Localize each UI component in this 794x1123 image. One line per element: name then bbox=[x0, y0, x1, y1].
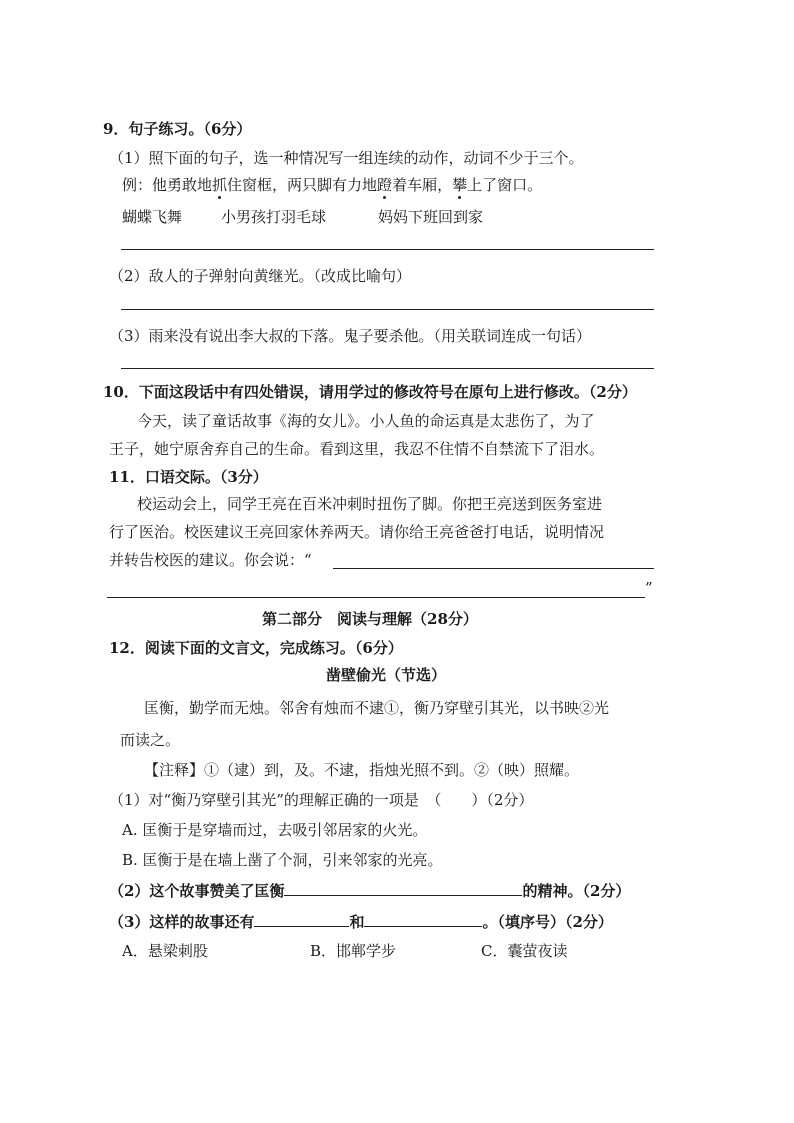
example-verb-2: 蹬 bbox=[377, 176, 393, 194]
q12-subq2-blank[interactable] bbox=[284, 881, 522, 896]
q12-passage-line-2: 而读之。 bbox=[120, 731, 181, 749]
q9-answer-line-2[interactable] bbox=[121, 309, 654, 310]
q12-choice-a[interactable]: A．悬梁刺股 bbox=[122, 942, 208, 960]
q9-choice-3: 妈妈下班回到家 bbox=[378, 208, 484, 226]
q12-subq3-blank-2[interactable] bbox=[364, 912, 482, 927]
q12-passage-line-1: 匡衡，勤学而无烛。邻舍有烛而不逮①，衡乃穿壁引其光，以书映②光 bbox=[144, 699, 610, 717]
q9-part1-prompt: （1）照下面的句子，选一种情况写一组连续的动作，动词不少于三个。 bbox=[109, 149, 584, 167]
q9-title: 9．句子练习。（6分） bbox=[103, 120, 252, 138]
q9-part3-prompt: （3）雨来没有说出李大叔的下落。鬼子要杀他。（用关联词连成一句话） bbox=[109, 327, 592, 345]
q12-option-a[interactable]: A. 匡衡于是穿墙而过，去吸引邻居家的火光。 bbox=[122, 821, 428, 839]
q11-close-quote: ” bbox=[645, 579, 653, 597]
q12-passage-title: 凿壁偷光（节选） bbox=[326, 666, 447, 684]
q12-subq3 bbox=[109, 911, 613, 933]
part2-heading: 第二部分 阅读与理解（28分） bbox=[262, 610, 478, 628]
q9-choice-2: 小男孩打羽毛球 bbox=[221, 208, 327, 226]
example-verb-1: 抓 bbox=[212, 176, 228, 194]
q12-subq3-blank-1[interactable] bbox=[254, 912, 349, 927]
q9-answer-line-1[interactable] bbox=[121, 249, 654, 250]
q10-passage-line-1: 今天，读了童话故事《海的女儿》。小人鱼的命运真是太悲伤了，为了 bbox=[137, 412, 595, 430]
q9-answer-line-3[interactable] bbox=[121, 368, 654, 369]
example-text-d: 上了窗口。 bbox=[467, 176, 543, 194]
q11-passage-line-1: 校运动会上，同学王亮在百米冲刺时扭伤了脚。你把王亮送到医务室进 bbox=[137, 495, 603, 513]
q12-annotation: 【注释】①（逮）到，及。不逮，指烛光照不到。②（映）照耀。 bbox=[144, 761, 580, 779]
example-text-c: 着车厢， bbox=[392, 176, 453, 194]
q12-option-b[interactable]: B. 匡衡于是在墙上凿了个洞，引来邻家的光亮。 bbox=[122, 851, 443, 869]
q11-passage-line-3: 并转告校医的建议。你会说：“ bbox=[109, 551, 312, 569]
q10-passage-line-2: 王子，她宁原舍弃自己的生命。看到这里，我忍不住情不自禁流下了泪水。 bbox=[109, 440, 605, 458]
q9-example-sentence bbox=[122, 174, 542, 196]
q11-passage-line-2: 行了医治。校医建议王亮回家休养两天。请你给王亮爸爸打电话，说明情况 bbox=[109, 523, 605, 541]
q12-subq2-text-b: 的精神。（2分） bbox=[522, 882, 631, 900]
q12-subq3-text-b: 。（填序号）（2分） bbox=[482, 913, 613, 931]
q12-subq2 bbox=[109, 880, 630, 902]
example-text-a: 例：他勇敢地 bbox=[122, 176, 213, 194]
example-text-b: 住窗框，两只脚有力地 bbox=[227, 176, 378, 194]
q10-title: 10．下面这段话中有四处错误，请用学过的修改符号在原句上进行修改。（2分） bbox=[103, 383, 637, 401]
example-verb-3: 攀 bbox=[452, 176, 468, 194]
q9-choice-1: 蝴蝶飞舞 bbox=[122, 208, 183, 226]
q11-answer-line-2[interactable] bbox=[107, 597, 645, 598]
q12-subq2-text-a: （2）这个故事赞美了匡衡 bbox=[109, 882, 285, 900]
q12-choice-b[interactable]: B．邯郸学步 bbox=[310, 942, 397, 960]
q9-part2-prompt: （2）敌人的子弹射向黄继光。（改成比喻句） bbox=[109, 267, 412, 285]
q11-answer-line-1[interactable] bbox=[333, 568, 654, 569]
q12-subq3-text-mid: 和 bbox=[349, 913, 365, 931]
q12-subq1-prompt: （1）对“衡乃穿壁引其光”的理解正确的一项是 （ ）（2分） bbox=[109, 791, 534, 809]
q12-choice-c[interactable]: C．囊萤夜读 bbox=[481, 942, 568, 960]
q12-subq3-text-a: （3）这样的故事还有 bbox=[109, 913, 255, 931]
q11-title: 11．口语交际。（3分） bbox=[109, 468, 268, 486]
q12-title: 12．阅读下面的文言文，完成练习。（6分） bbox=[109, 639, 403, 657]
